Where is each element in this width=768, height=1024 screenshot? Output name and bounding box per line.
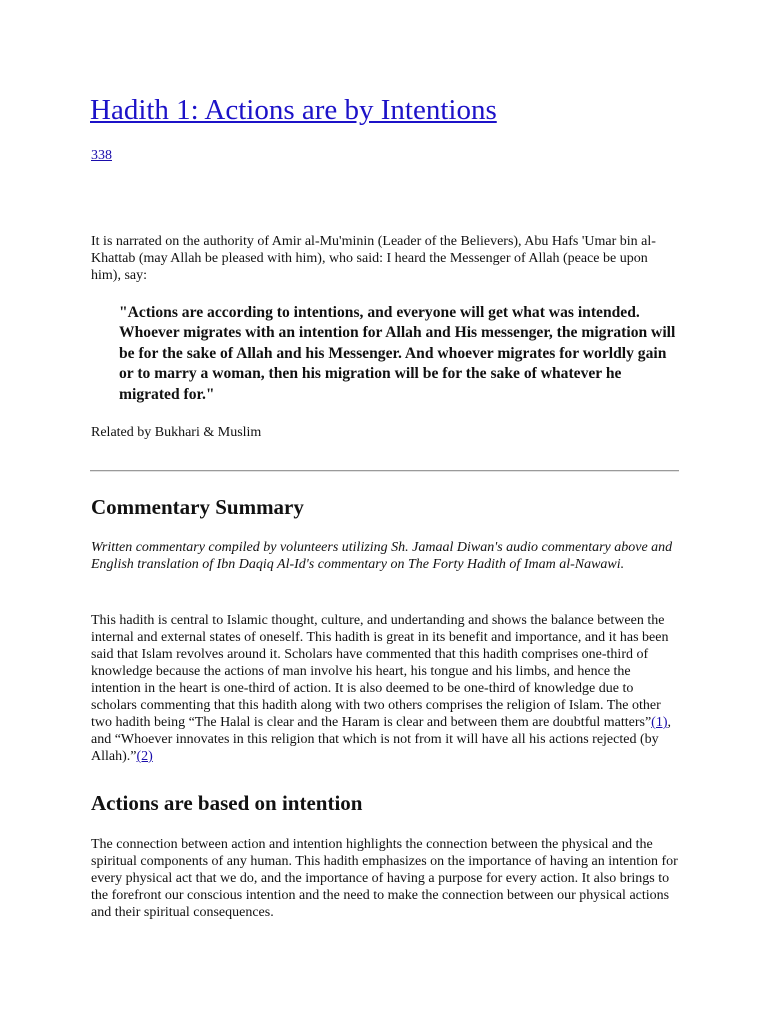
commentary-text: This hadith is central to Islamic thought, culture, and undertanding and shows the balance between the internal and external states of oneself. This hadith is great in its benefit and importance, and it has been said that Islam revolves around it. Scholars have commented that this hadith comprises one-third of knowledge because the actions of man involve his heart, his tongue and his limbs, and hence the intention in the heart is one-third of action. It is also deemed to be one-third of knowledge due to scholars commenting that this hadith along with two others comprises the religion of Islam. The other two hadith being “The Halal is clear and the Haram is clear and between them are doubtful matters” (91, 613, 669, 730)
count-link[interactable]: 338 (91, 148, 112, 163)
hadith-quote: "Actions are according to intentions, and everyone will get what was intended. Whoever migrates with an intention for Allah and His messenger, the migration will be for the sake of Allah and his Messenger. And whoever migrates for worldly gain or to marry a woman, then his migration will be for the sake of whatever he migrated for." (119, 304, 676, 403)
view-count (91, 147, 112, 165)
commentary-note: Written commentary compiled by volunteers utilizing Sh. Jamaal Diwan's audio commentary above and English translation of Ibn Daqiq Al-Id's commentary on The Forty Hadith of Imam al-Nawawi. (91, 540, 673, 572)
title-link[interactable]: Hadith 1: Actions are by Intentions (90, 94, 497, 126)
actions-paragraph: The connection between action and intention highlights the connection between the physical and the spiritual components of any human. This hadith emphasizes on the importance of having an intention for every physical act that we do, and the importance of having a purpose for every action. It also brings to the forefront our conscious intention and the need to make the connection between our physical actions and their spiritual consequences. (91, 837, 678, 920)
page-title (90, 92, 497, 128)
intro-paragraph: It is narrated on the authority of Amir al-Mu'minin (Leader of the Believers), Abu Hafs 'Umar bin al-Khattab (may Allah be pleased with him), who said: I heard the Messenger of Allah (peace be upon him), say: (91, 234, 656, 283)
commentary-heading: Commentary Summary (91, 495, 304, 519)
footnote-link-2[interactable]: (2) (136, 749, 153, 764)
commentary-paragraph (91, 612, 681, 765)
actions-heading: Actions are based on intention (91, 791, 363, 815)
section-divider (90, 470, 679, 472)
commentary-text-continued: , and “Whoever innovates in this religion that which is not from it will have all his actions rejected (by Allah).” (91, 715, 671, 764)
related-by: Related by Bukhari & Muslim (91, 425, 262, 440)
footnote-link-1[interactable]: (1) (651, 715, 668, 730)
